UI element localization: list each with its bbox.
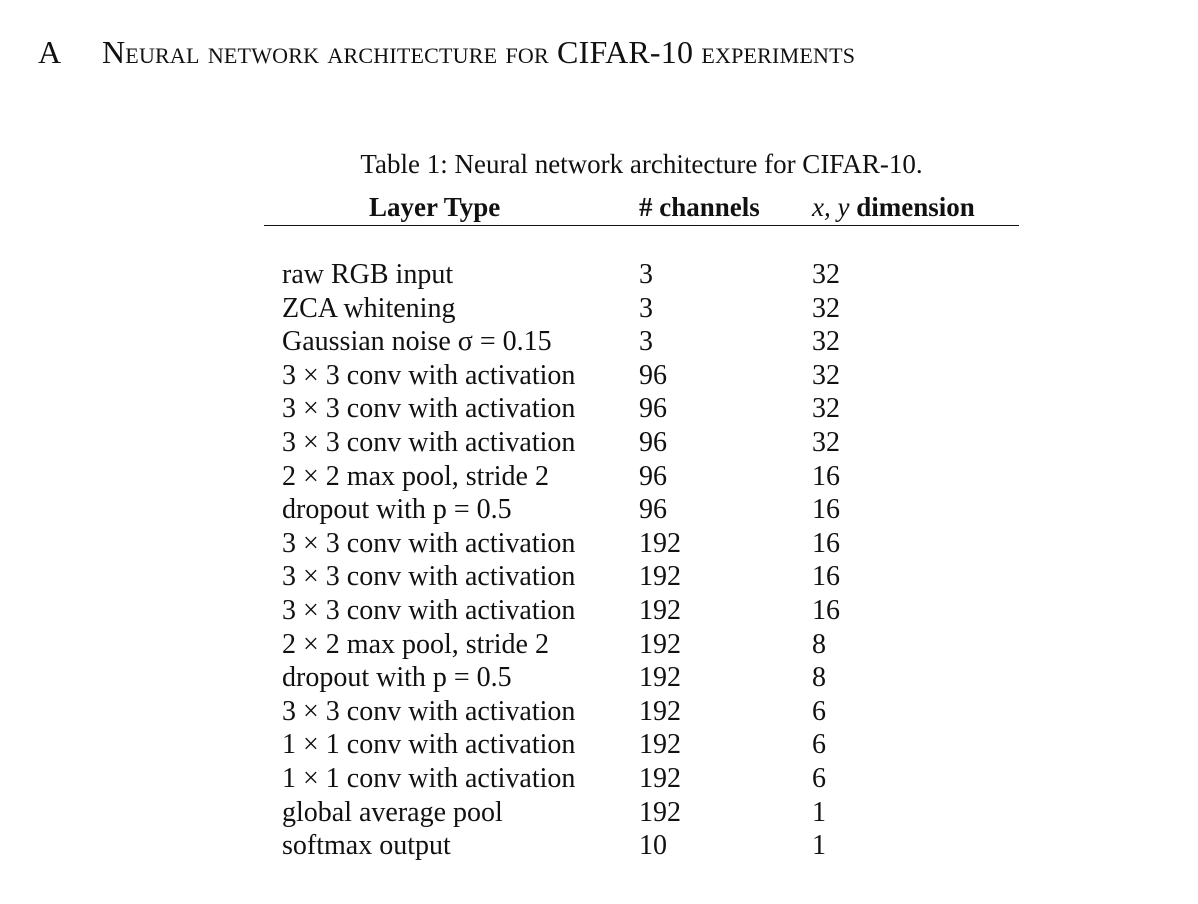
layer-type-cell: 1 × 1 conv with activation [282, 763, 576, 794]
layer-type-cell: 3 × 3 conv with activation [282, 695, 576, 727]
channels-cell: 192 [639, 763, 681, 794]
table-row [0, 762, 1198, 796]
dimension-cell: 6 [812, 763, 826, 794]
layer-type-cell: 3 × 3 conv with activation [282, 561, 576, 593]
table-row [0, 695, 1198, 729]
table-row [0, 359, 1198, 393]
dimension-cell: 16 [812, 595, 840, 626]
dimension-cell: 16 [812, 494, 840, 526]
dimension-cell: 32 [812, 427, 840, 458]
dimension-cell: 32 [812, 326, 840, 358]
channels-cell: 96 [639, 393, 667, 425]
channels-cell: 192 [639, 527, 681, 559]
table-row [0, 392, 1198, 426]
table-row [0, 292, 1198, 326]
channels-cell: 192 [639, 628, 681, 660]
dimension-cell: 16 [812, 527, 840, 559]
channels-cell: 96 [639, 427, 667, 458]
channels-cell: 192 [639, 729, 681, 761]
table-row [0, 796, 1198, 830]
channels-cell: 3 [639, 292, 653, 324]
section-heading [38, 30, 855, 74]
table-row [0, 325, 1198, 359]
section-title: Neural network architecture for CIFAR-10 experiments [102, 34, 856, 70]
dimension-cell: 6 [812, 729, 826, 761]
layer-type-cell: ZCA whitening [282, 292, 456, 324]
header-channels: # channels [639, 192, 760, 222]
layer-type-cell: dropout with p = 0.5 [282, 662, 512, 694]
header-rule [264, 225, 1019, 226]
dimension-cell: 16 [812, 561, 840, 593]
channels-cell: 192 [639, 695, 681, 727]
table-row [0, 594, 1198, 628]
table-row [0, 628, 1198, 662]
channels-cell: 10 [639, 830, 667, 862]
header-dimension-text: dimension [856, 192, 975, 222]
table-row [0, 493, 1198, 527]
header-dimension [812, 189, 975, 225]
layer-type-cell: 1 × 1 conv with activation [282, 729, 576, 761]
table-row [0, 728, 1198, 762]
table-row [0, 527, 1198, 561]
table-row [0, 258, 1198, 292]
layer-type-cell: 3 × 3 conv with activation [282, 393, 576, 425]
table-caption: Table 1: Neural network architecture for CIFAR-10. [360, 149, 923, 179]
channels-cell: 96 [639, 494, 667, 526]
dimension-cell: 32 [812, 393, 840, 425]
table-row [0, 829, 1198, 863]
dimension-cell: 16 [812, 460, 840, 492]
layer-type-cell: 2 × 2 max pool, stride 2 [282, 460, 549, 492]
dimension-cell: 8 [812, 662, 826, 694]
layer-type-cell: dropout with p = 0.5 [282, 494, 512, 526]
table-row [0, 460, 1198, 494]
layer-type-cell: softmax output [282, 830, 451, 862]
table-row [0, 560, 1198, 594]
channels-cell: 192 [639, 662, 681, 694]
table-row [0, 426, 1198, 460]
header-dimension-math: x, y [812, 192, 850, 222]
table-row [0, 661, 1198, 695]
channels-cell: 192 [639, 561, 681, 593]
layer-type-cell: Gaussian noise σ = 0.15 [282, 326, 552, 358]
dimension-cell: 8 [812, 628, 826, 660]
channels-cell: 192 [639, 796, 681, 828]
header-layer-type: Layer Type [369, 192, 501, 222]
dimension-cell: 1 [812, 830, 826, 862]
layer-type-cell: raw RGB input [282, 259, 454, 290]
layer-type-cell: 2 × 2 max pool, stride 2 [282, 628, 549, 660]
layer-type-cell: global average pool [282, 796, 503, 828]
channels-cell: 96 [639, 359, 667, 391]
dimension-cell: 1 [812, 796, 826, 828]
layer-type-cell: 3 × 3 conv with activation [282, 427, 576, 458]
channels-cell: 3 [639, 326, 653, 358]
dimension-cell: 32 [812, 259, 840, 290]
dimension-cell: 6 [812, 695, 826, 727]
channels-cell: 3 [639, 259, 653, 290]
dimension-cell: 32 [812, 292, 840, 324]
layer-type-cell: 3 × 3 conv with activation [282, 359, 576, 391]
channels-cell: 192 [639, 595, 681, 626]
layer-type-cell: 3 × 3 conv with activation [282, 527, 576, 559]
dimension-cell: 32 [812, 359, 840, 391]
section-letter: A [38, 34, 62, 70]
channels-cell: 96 [639, 460, 667, 492]
layer-type-cell: 3 × 3 conv with activation [282, 595, 576, 626]
